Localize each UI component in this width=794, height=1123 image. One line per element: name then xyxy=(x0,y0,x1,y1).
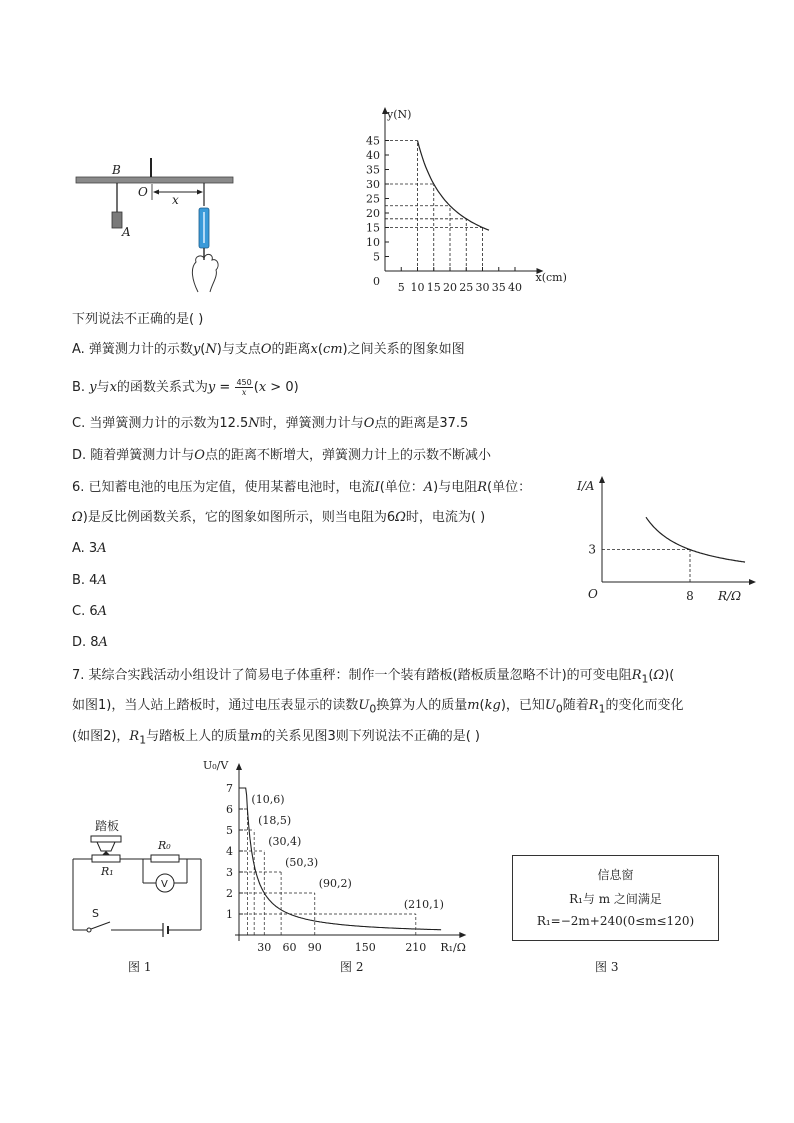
x-axis-label: x(cm) xyxy=(535,271,567,284)
fraction-denominator: x xyxy=(241,388,247,397)
text: 时，弹簧测力计与 xyxy=(259,416,364,431)
subscript: 1 xyxy=(139,733,147,747)
var: x xyxy=(109,380,117,395)
text: 6. 已知蓄电池的电压为定值，使用某蓄电池时，电流 xyxy=(72,480,375,495)
var: Ω xyxy=(395,510,406,525)
var: cm xyxy=(322,342,343,357)
y-tick-label: 4 xyxy=(226,845,233,858)
text: 随着 xyxy=(562,698,589,713)
circuit-figure xyxy=(65,815,215,945)
text: ( xyxy=(200,342,206,357)
text: (单位： xyxy=(379,480,424,495)
current-resistance-chart xyxy=(572,470,742,610)
label-O: O xyxy=(138,185,148,199)
text: 的函数关系式为 xyxy=(116,380,208,395)
x-tick-label: 25 xyxy=(459,281,474,294)
x-tick-label: 90 xyxy=(307,941,322,954)
text: C. 6 xyxy=(72,604,98,619)
x-tick-label: 5 xyxy=(397,281,405,294)
arrow-head-left xyxy=(153,190,159,195)
x-tick-label: 15 xyxy=(426,281,441,294)
x-axis-label: R₁/Ω xyxy=(440,941,466,954)
point-label: (210,1) xyxy=(403,898,444,911)
text: )是反比例函数关系，它的图象如图所示，则当电阻为6 xyxy=(82,510,396,525)
var: A xyxy=(423,480,434,495)
weight-A xyxy=(112,212,122,228)
x-tick-label: 10 xyxy=(410,281,425,294)
var: Ω xyxy=(72,510,83,525)
var: y xyxy=(192,342,201,357)
curve-y-450-over-x xyxy=(418,141,490,231)
info-window xyxy=(512,855,719,941)
var: U xyxy=(544,698,556,713)
subscript: 0 xyxy=(369,702,377,716)
x-tick-label: 40 xyxy=(508,281,522,294)
text: )，已知 xyxy=(500,698,545,713)
q5-prompt: 下列说法不正确的是( ) xyxy=(72,312,204,327)
y-axis-arrow xyxy=(599,476,605,483)
pedal xyxy=(91,836,121,842)
var: R xyxy=(129,729,140,744)
y-tick-label: 45 xyxy=(366,134,380,148)
switch-blade xyxy=(91,922,110,929)
y-axis-arrow xyxy=(236,763,242,770)
label-B: B xyxy=(112,163,121,177)
slider-arrow xyxy=(102,851,110,855)
y-tick-label: 40 xyxy=(366,149,380,162)
fraction xyxy=(235,378,252,397)
y-tick-label: 25 xyxy=(366,192,380,206)
point-label: (50,3) xyxy=(285,856,319,869)
y-tick-label: 6 xyxy=(226,803,233,816)
var: y xyxy=(207,380,216,395)
var: y xyxy=(89,380,97,395)
text: 点的距离是37.5 xyxy=(374,416,469,431)
var: x xyxy=(258,380,267,395)
x-axis-label: R/Ω xyxy=(718,589,742,603)
label-x: x xyxy=(172,193,179,207)
q5-option-b[interactable] xyxy=(72,378,299,397)
var: R xyxy=(588,698,599,713)
subscript: 1 xyxy=(598,702,606,716)
q6-option-d[interactable] xyxy=(72,634,108,652)
info-window-formula: R₁=−2m+240(0≤m≤120) xyxy=(536,914,695,928)
voltmeter-label: V xyxy=(161,879,168,890)
var: R xyxy=(477,480,488,495)
var: O xyxy=(194,448,205,463)
var: R xyxy=(631,668,642,683)
q5-option-c[interactable] xyxy=(72,415,468,433)
y-tick-label: 35 xyxy=(366,163,380,177)
x-tick-label: 30 xyxy=(257,941,272,954)
y-tick-label: 7 xyxy=(226,782,233,795)
text: A. 3 xyxy=(72,541,98,556)
y-tick-label: 15 xyxy=(366,221,380,235)
voltage-resistance-chart xyxy=(200,755,500,955)
pedal-support xyxy=(97,842,115,851)
text: (单位： xyxy=(487,480,532,495)
y-tick-label: 1 xyxy=(226,908,233,921)
label-A: A xyxy=(122,225,131,239)
text: (如图2)， xyxy=(72,729,130,744)
var: A xyxy=(97,541,107,556)
text: )之间关系的图象如图 xyxy=(342,342,465,357)
var: N xyxy=(205,342,217,357)
text: ( xyxy=(317,342,323,357)
x-tick-label: 150 xyxy=(354,941,376,954)
arrow-head-right xyxy=(197,190,203,195)
q6-option-b[interactable] xyxy=(72,572,107,590)
text: C. 当弹簧测力计的示数为12.5 xyxy=(72,416,249,431)
var: Ω xyxy=(653,668,665,683)
text: )( xyxy=(664,668,675,683)
q5-option-d[interactable] xyxy=(72,447,491,465)
spring-force-chart xyxy=(355,103,570,295)
q5-option-a[interactable] xyxy=(72,341,465,359)
text: 换算为人的质量 xyxy=(376,698,468,713)
q6-stem-line1 xyxy=(72,479,531,497)
resistor-R1 xyxy=(92,855,120,862)
var: m xyxy=(250,729,263,744)
text: > 0) xyxy=(266,380,299,395)
point-label: (18,5) xyxy=(258,814,292,827)
y-tick-label: 2 xyxy=(226,887,233,900)
text: 与 xyxy=(96,380,110,395)
q6-option-c[interactable] xyxy=(72,603,107,621)
lever-figure xyxy=(70,150,240,295)
q6-option-a[interactable] xyxy=(72,540,107,558)
text: 7. 某综合实践活动小组设计了简易电子体重秤：制作一个装有踏板(踏板质量忽略不计)的可变电阻 xyxy=(72,668,632,683)
x-tick-label: 20 xyxy=(443,281,457,294)
y-axis-label: y(N) xyxy=(387,108,412,121)
origin-label: O xyxy=(588,587,598,601)
var: N xyxy=(248,416,260,431)
var: A xyxy=(97,573,107,588)
fraction-numerator: 450 xyxy=(236,378,252,387)
pedal-label: 踏板 xyxy=(95,819,120,833)
info-window-line1: R₁与 m 之间满足 xyxy=(569,892,662,906)
var: x xyxy=(310,342,318,357)
q6-stem-line2 xyxy=(72,509,485,527)
point-label: (90,2) xyxy=(318,877,352,890)
curve-I-vs-R xyxy=(646,517,745,562)
text: A. 弹簧测力计的示数 xyxy=(72,342,193,357)
x-tick-label: 60 xyxy=(282,941,297,954)
subscript: 1 xyxy=(641,672,649,686)
info-window-title: 信息窗 xyxy=(597,868,634,882)
x-tick-label: 210 xyxy=(405,941,427,954)
origin-label: 0 xyxy=(373,275,380,288)
text: 的关系见图3则下列说法不正确的是( ) xyxy=(262,729,481,744)
x-tick-label: 8 xyxy=(686,589,694,603)
text: ( xyxy=(648,668,654,683)
point-label: (10,6) xyxy=(251,793,285,806)
switch-label: S xyxy=(92,907,99,920)
y-axis-label: I/A xyxy=(577,479,595,493)
text: 时，电流为( ) xyxy=(405,510,486,525)
label-R1: R₁ xyxy=(101,865,114,878)
text: 如图1)，当人站上踏板时，通过电压表显示的读数 xyxy=(72,698,359,713)
text: )与电阻 xyxy=(433,480,478,495)
y-tick-label: 3 xyxy=(588,542,596,557)
x-tick-label: 30 xyxy=(475,281,490,294)
label-R0: R₀ xyxy=(158,839,171,852)
text: 的距离 xyxy=(271,342,311,357)
figure-2-caption: 图 2 xyxy=(340,960,364,974)
point-label: (30,4) xyxy=(268,835,302,848)
resistor-R0 xyxy=(151,855,179,862)
var: m xyxy=(467,698,480,713)
var: O xyxy=(260,342,272,357)
q7-stem-line1 xyxy=(72,667,674,689)
y-tick-label: 20 xyxy=(366,207,380,220)
text: 与踏板上人的质量 xyxy=(146,729,251,744)
var: I xyxy=(374,480,380,495)
text: ( xyxy=(479,698,485,713)
x-tick-label: 35 xyxy=(491,281,506,294)
text: ( xyxy=(253,380,259,395)
q7-stem-line3 xyxy=(72,728,480,750)
y-axis-label: U₀/V xyxy=(203,759,229,772)
figure-3-caption: 图 3 xyxy=(595,960,619,974)
text: 的变化而变化 xyxy=(605,698,684,713)
y-tick-label: 5 xyxy=(373,250,380,264)
y-tick-label: 30 xyxy=(366,178,380,191)
x-axis-arrow xyxy=(749,579,756,585)
figure-1-caption: 图 1 xyxy=(128,960,152,974)
text: B. 4 xyxy=(72,573,98,588)
subscript: 0 xyxy=(555,702,563,716)
text: D. 随着弹簧测力计与 xyxy=(72,448,195,463)
text: B. xyxy=(72,380,90,395)
text: 点的距离不断增大，弹簧测力计上的示数不断减小 xyxy=(204,448,491,463)
switch-terminal xyxy=(87,928,91,932)
var: A xyxy=(97,604,108,619)
y-tick-label: 3 xyxy=(226,866,233,879)
y-tick-label: 5 xyxy=(226,824,233,837)
var: U xyxy=(358,698,370,713)
y-tick-label: 10 xyxy=(366,236,380,249)
var: A xyxy=(98,635,108,650)
var: kg xyxy=(484,698,501,713)
text: )与支点 xyxy=(216,342,261,357)
q7-stem-line2 xyxy=(72,697,683,719)
text: = xyxy=(215,380,235,395)
var: O xyxy=(363,416,375,431)
hand xyxy=(192,254,218,292)
x-axis-arrow xyxy=(459,932,466,938)
text: D. 8 xyxy=(72,635,99,650)
lever-bar xyxy=(76,177,233,183)
